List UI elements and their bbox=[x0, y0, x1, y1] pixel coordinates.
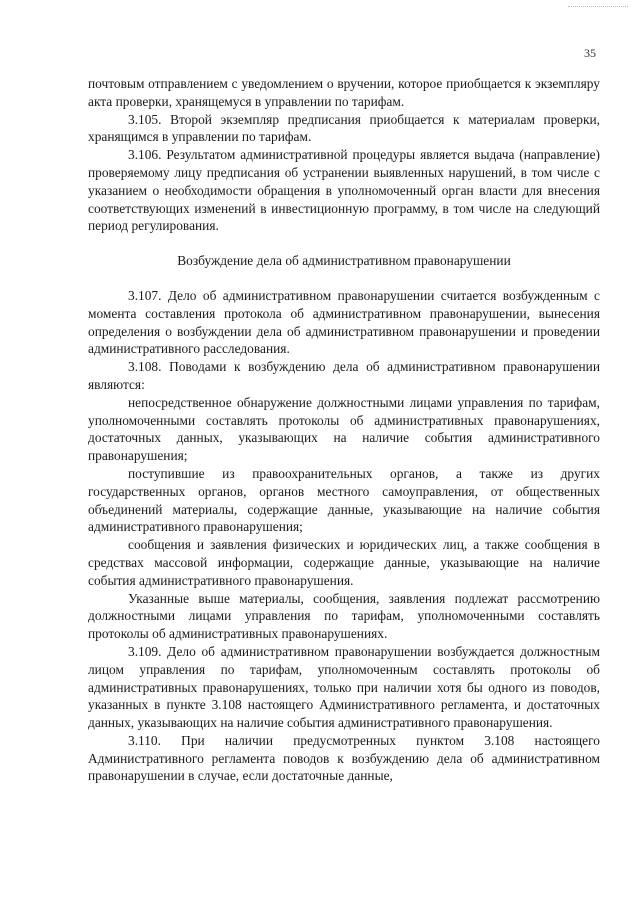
page-number: 35 bbox=[584, 46, 596, 60]
paragraph-3-105: 3.105. Второй экземпляр предписания приобщается к материалам проверки, хранящимся в управлении по тарифам. bbox=[88, 111, 600, 145]
paragraph-list-item-3: сообщения и заявления физических и юридических лиц, а также сообщения в средствах массовой информации, содержащие данные, указывающие на наличие события административного правонарушения. bbox=[88, 537, 600, 588]
paragraph-3-110: 3.110. При наличии предусмотренных пунктом 3.108 настоящего Административного регламента поводов к возбуждению дела об административном правонарушении в случае, если достаточные данные, bbox=[88, 732, 600, 784]
scan-artifact bbox=[568, 6, 628, 9]
paragraph-3-107: 3.107. Дело об административном правонарушении считается возбужденным с момента составления протокола об административном правонарушении, вынесения определения о возбуждении дела об административном правонарушении и проведении административного расследования. bbox=[88, 287, 600, 357]
paragraph-3-108: 3.108. Поводами к возбуждению дела об административном правонарушении являются: bbox=[88, 359, 600, 392]
section-heading: Возбуждение дела об административном правонарушении bbox=[177, 253, 511, 269]
document-body bbox=[88, 75, 600, 785]
paragraph-3-109: 3.109. Дело об административном правонарушении возбуждается должностным лицом управления по тарифам, уполномоченным составлять протоколы об административных правонарушениях, только при наличии хотя бы одного из поводов, указанных в пункте 3.108 настоящего Административного регламента, и достаточных данных, указывающих на наличие события административного правонарушения. bbox=[88, 643, 600, 731]
paragraph-list-item-2: поступившие из правоохранительных органов, а также из других государственных органов, органов местного самоуправления, от общественных объединений материалы, содержащие данные, указывающие на наличие события административного правонарушения; bbox=[88, 465, 600, 535]
paragraph-materials: Указанные выше материалы, сообщения, заявления подлежат рассмотрению должностными лицами управления по тарифам, уполномоченными составлять протоколы об административных правонарушениях. bbox=[88, 590, 600, 642]
paragraph-continuation: почтовым отправлением с уведомлением о вручении, которое приобщается к экземпляру акта проверки, хранящемуся в управлении по тарифам. bbox=[88, 76, 600, 109]
paragraph-3-106: 3.106. Результатом административной процедуры является выдача (направление) проверяемому лицу предписания об устранении выявленных нарушений, в том числе с указанием о необходимости обращения в уполномоченный орган власти для внесения соответствующих изменений в инвестиционную программу, в том числе на следующий период регулирования. bbox=[88, 147, 600, 234]
paragraph-list-item-1: непосредственное обнаружение должностными лицами управления по тарифам, уполномоченными составлять протоколы об административных правонарушениях, достаточных данных, указывающих на наличие события административного правонарушения; bbox=[88, 394, 600, 464]
